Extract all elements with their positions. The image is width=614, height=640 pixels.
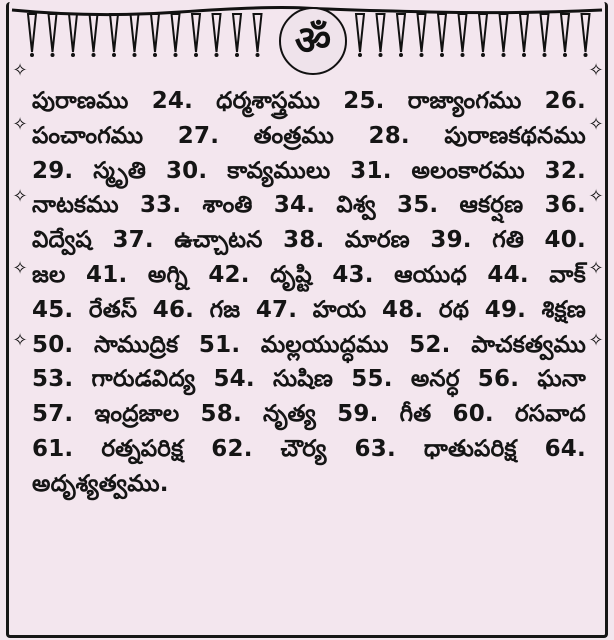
item-number: 50. — [32, 331, 74, 358]
bunting-drop-icon — [71, 53, 75, 57]
bunting-flag-icon — [520, 14, 528, 52]
item-text: ఘనా — [537, 366, 586, 393]
item-text: పురాణకథనము — [444, 122, 586, 149]
item-text: నాటకము — [32, 192, 119, 219]
text-line — [32, 154, 586, 189]
text-line — [32, 258, 586, 293]
bunting-drop-icon — [461, 53, 465, 57]
item-number: 27. — [177, 122, 220, 149]
right-leaf-ornament-icon: ✧ ✧ ✧ ✧ ✧ — [588, 60, 604, 351]
item-text: అగ్ని — [147, 261, 188, 288]
item-number: 35. — [396, 192, 439, 219]
text-line — [32, 188, 586, 223]
item-text: ధర్మశాస్త్రము — [216, 88, 321, 114]
bunting-drop-icon — [522, 53, 526, 57]
item-number: 56. — [477, 366, 520, 393]
item-number: 64. — [544, 435, 586, 462]
item-number: 37. — [112, 227, 154, 254]
item-number: 24. — [151, 88, 194, 114]
bunting-drop-icon — [174, 53, 178, 57]
bunting-drop-icon — [543, 53, 547, 57]
bunting-drop-icon — [133, 53, 137, 57]
item-text: రేతస్ — [88, 296, 138, 323]
item-number: 59. — [337, 401, 379, 428]
item-text: పంచాంగము — [32, 122, 144, 149]
bunting-flag-icon — [254, 14, 262, 52]
item-number: 47. — [255, 296, 298, 323]
item-number: 33. — [139, 192, 182, 219]
item-number: 38. — [283, 227, 325, 254]
item-text: ఆయుధ — [394, 261, 467, 288]
item-text: మల్లయుద్ధము — [260, 331, 389, 358]
text-line — [32, 432, 586, 467]
bunting-drop-icon — [112, 53, 116, 57]
text-line — [32, 293, 586, 328]
bunting-flag-icon — [233, 14, 241, 52]
item-text: అలంకారము — [411, 157, 525, 184]
item-text: కావ్యములు — [227, 157, 331, 184]
bunting-flag-icon — [418, 14, 426, 52]
item-text: మారణ — [344, 227, 410, 254]
bunting-flag-icon — [561, 14, 569, 52]
left-leaf-ornament-icon: ✧ ✧ ✧ ✧ ✧ — [12, 60, 28, 351]
item-text: సుషిణ — [273, 366, 334, 393]
text-line — [32, 119, 586, 154]
item-text: రథ — [438, 296, 470, 323]
bunting-drop-icon — [153, 53, 157, 57]
item-text: ఉచ్చాటన — [174, 227, 263, 254]
item-number: 55. — [351, 366, 393, 393]
item-text: దృష్టి — [270, 261, 312, 288]
item-number: 40. — [544, 227, 586, 254]
item-number: 61. — [32, 435, 74, 462]
item-number: 57. — [32, 401, 74, 428]
item-text: రసవాద — [514, 401, 586, 428]
bunting-drop-icon — [30, 53, 34, 57]
item-number: 60. — [452, 401, 494, 428]
text-line — [32, 223, 586, 258]
item-text: అదృశ్యత్వము. — [32, 470, 169, 497]
bunting-drop-icon — [502, 53, 506, 57]
item-text: విశ్వ — [336, 192, 376, 219]
item-text: ధాతుపరిక్ష — [423, 435, 517, 462]
item-text: రత్నపరిక్ష — [101, 435, 184, 462]
item-text: అనర్ధ — [410, 366, 460, 393]
item-text: గజ — [209, 296, 241, 323]
item-text: జల — [32, 261, 66, 288]
bunting-flag-icon — [397, 14, 405, 52]
bunting-drop-icon — [358, 53, 362, 57]
bunting-flag-icon — [49, 14, 57, 52]
text-line — [32, 397, 586, 432]
bunting-flag-icon — [90, 14, 98, 52]
bunting-flag-icon — [356, 14, 364, 52]
bunting-drop-icon — [379, 53, 383, 57]
item-number: 32. — [544, 157, 586, 184]
text-line — [32, 84, 586, 119]
bunting-flag-icon — [438, 14, 446, 52]
bunting-drop-icon — [399, 53, 403, 57]
text-line — [32, 328, 586, 363]
bunting-flag-icon — [69, 14, 77, 52]
bunting-flag-icon — [479, 14, 487, 52]
bunting-flag-icon — [28, 14, 36, 52]
bunting-flag-icon — [192, 14, 200, 52]
bunting-flag-icon — [459, 14, 467, 52]
bunting-flag-icon — [172, 14, 180, 52]
item-number: 36. — [544, 192, 586, 219]
item-text: ఆకర్షణ — [459, 192, 524, 219]
item-text: హయ — [312, 296, 367, 323]
bunting-drop-icon — [440, 53, 444, 57]
item-number: 54. — [213, 366, 255, 393]
bunting-flag-icon — [377, 14, 385, 52]
item-number: 49. — [484, 296, 527, 323]
item-text: ఇంద్రజాల — [94, 401, 180, 428]
bunting-flag-icon — [541, 14, 549, 52]
item-number: 46. — [152, 296, 195, 323]
item-number: 51. — [198, 331, 241, 358]
bunting-flag-icon — [110, 14, 118, 52]
item-text: గతి — [492, 227, 525, 254]
item-text: పాచకత్వము — [471, 331, 586, 358]
item-number: 45. — [32, 296, 74, 323]
bunting-drop-icon — [51, 53, 55, 57]
item-number: 63. — [354, 435, 396, 462]
item-number: 53. — [32, 366, 74, 393]
bunting-drop-icon — [584, 53, 588, 57]
item-number: 52. — [409, 331, 451, 358]
item-number: 44. — [487, 261, 529, 288]
item-text: తంత్రము — [253, 122, 334, 149]
item-number: 29. — [32, 157, 74, 184]
bunting-drop-icon — [194, 53, 198, 57]
item-text: వాక్ — [549, 261, 586, 288]
item-number: 28. — [368, 122, 410, 149]
item-text: రాజ్యాంగము — [407, 88, 522, 114]
text-line — [32, 467, 586, 502]
bunting-flag-icon — [131, 14, 139, 52]
bunting-drop-icon — [563, 53, 567, 57]
bunting-drop-icon — [215, 53, 219, 57]
item-text: గీత — [399, 401, 432, 428]
item-number: 25. — [343, 88, 385, 114]
item-number: 62. — [211, 435, 253, 462]
item-number: 41. — [86, 261, 128, 288]
bunting-drop-icon — [92, 53, 96, 57]
item-number: 39. — [430, 227, 472, 254]
item-text: సాముద్రిక — [93, 331, 179, 358]
item-number: 26. — [544, 88, 586, 114]
item-text: శాంతి — [202, 192, 253, 219]
telugu-text-block — [32, 84, 586, 502]
bunting-drop-icon — [256, 53, 260, 57]
text-line — [32, 362, 586, 397]
bunting-drop-icon — [481, 53, 485, 57]
item-text: శిక్షణ — [541, 296, 586, 323]
item-number: 48. — [382, 296, 424, 323]
item-text: స్మృతి — [93, 157, 147, 184]
bunting-drop-icon — [420, 53, 424, 57]
item-number: 30. — [165, 157, 208, 184]
item-text: చౌర్య — [280, 435, 327, 462]
bunting-flag-icon — [582, 14, 590, 52]
item-text: నృత్య — [263, 401, 317, 428]
item-number: 58. — [200, 401, 242, 428]
item-text: విద్వేష — [32, 227, 92, 254]
item-number: 42. — [208, 261, 250, 288]
bunting-flag-icon — [213, 14, 221, 52]
item-number: 34. — [273, 192, 316, 219]
item-number: 43. — [332, 261, 374, 288]
bunting-drop-icon — [235, 53, 239, 57]
item-number: 31. — [350, 157, 392, 184]
bunting-flag-icon — [500, 14, 508, 52]
item-text: పురాణము — [32, 88, 129, 114]
bunting-flag-icon — [151, 14, 159, 52]
om-icon: ॐ — [279, 7, 347, 75]
item-text: గారుడవిద్య — [91, 366, 196, 393]
